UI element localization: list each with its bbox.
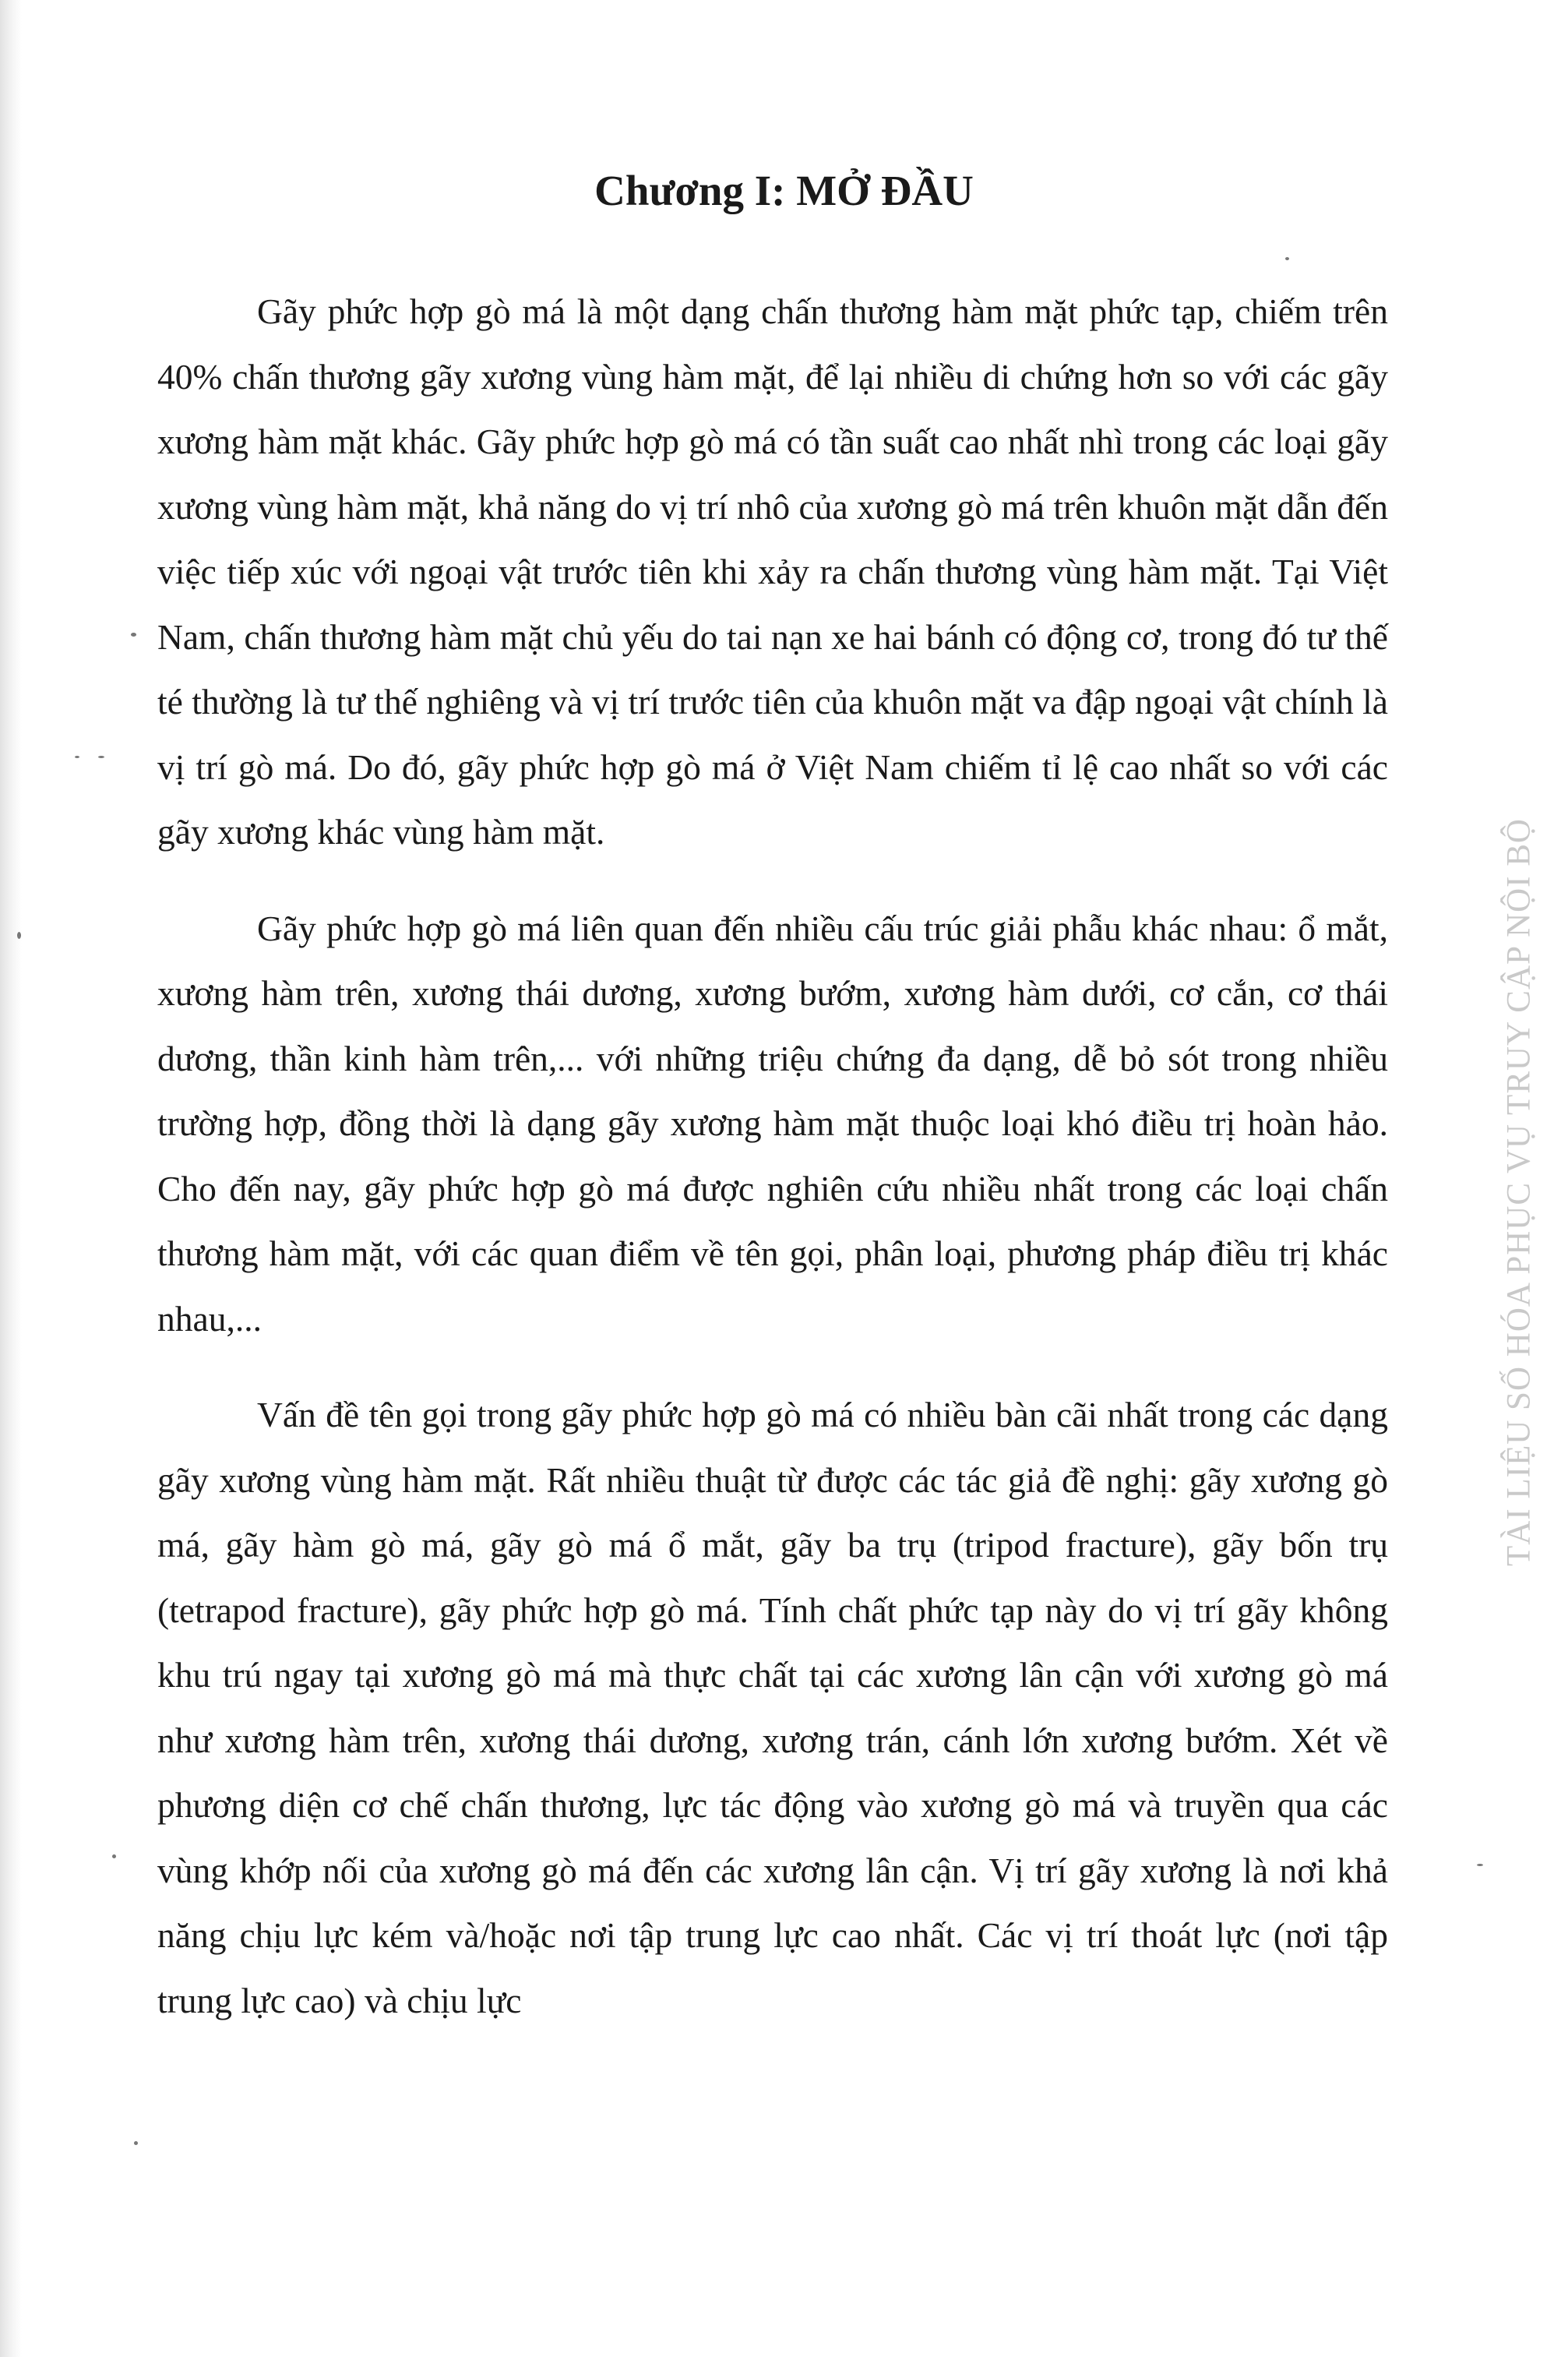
paragraph-3: Vấn đề tên gọi trong gãy phức hợp gò má có nhiều bàn cãi nhất trong các dạng gãy xương vùng hàm mặt. Rất nhiều thuật từ được các tác giả đề nghị: gãy xương gò má, gãy hàm gò má, gãy gò má ổ mắt, gãy ba trụ (tripod fracture), gãy bốn trụ (tetrapod fracture), gãy phức hợp gò má. Tính chất phức tạp này do vị trí gãy không khu trú ngay tại xương gò má mà thực chất tại các xương lân cận với xương gò má như xương hàm trên, xương thái dương, xương trán, cánh lớn xương bướm. Xét về phương diện cơ chế chấn thương, lực tác động vào xương gò má và truyền qua các vùng khớp nối của xương gò má đến các xương lân cận. Vị trí gãy xương là nơi khả năng chịu lực kém và/hoặc nơi tập trung lực cao nhất. Các vị trí thoát lực (nơi tập trung lực cao) và chịu lực bbox=[157, 1395, 1388, 2020]
paragraph-2: Gãy phức hợp gò má liên quan đến nhiều cấu trúc giải phẫu khác nhau: ổ mắt, xương hàm trên, xương thái dương, xương bướm, xương hàm dưới, cơ cắn, cơ thái dương, thần kinh hàm trên,... với những triệu chứng đa dạng, dễ bỏ sót trong nhiều trường hợp, đồng thời là dạng gãy xương hàm mặt thuộc loại khó điều trị hoàn hảo. Cho đến nay, gãy phức hợp gò má được nghiên cứu nhiều nhất trong các loại chấn thương hàm mặt, với các quan điểm về tên gọi, phân loại, phương pháp điều trị khác nhau,... bbox=[157, 908, 1388, 1339]
watermark-vertical: TÀI LIỆU SỐ HÓA PHỤC VỤ TRUY CẬP NỘI BỘ bbox=[1500, 818, 1538, 1566]
body-text bbox=[157, 279, 1388, 2033]
scan-speck bbox=[98, 756, 104, 758]
scan-speck bbox=[131, 633, 136, 637]
scan-speck bbox=[112, 1854, 116, 1858]
scan-speck bbox=[1477, 1864, 1483, 1866]
scan-speck bbox=[134, 2141, 138, 2145]
paragraph-1: Gãy phức hợp gò má là một dạng chấn thương hàm mặt phức tạp, chiếm trên 40% chấn thương gãy xương vùng hàm mặt, để lại nhiều di chứng hơn so với các gãy xương hàm mặt khác. Gãy phức hợp gò má có tần suất cao nhất nhì trong các loại gãy xương vùng hàm mặt, khả năng do vị trí nhô của xương gò má trên khuôn mặt dẫn đến việc tiếp xúc với ngoại vật trước tiên khi xảy ra chấn thương vùng hàm mặt. Tại Việt Nam, chấn thương hàm mặt chủ yếu do tai nạn xe hai bánh có động cơ, trong đó tư thế té thường là tư thế nghiêng và vị trí trước tiên của khuôn mặt va đập ngoại vật chính là vị trí gò má. Do đó, gãy phức hợp gò má ở Việt Nam chiếm tỉ lệ cao nhất so với các gãy xương khác vùng hàm mặt. bbox=[157, 291, 1388, 852]
chapter-title: Chương I: MỞ ĐẦU bbox=[594, 167, 974, 214]
page-edge-shadow bbox=[0, 0, 22, 2357]
scan-speck bbox=[75, 756, 79, 758]
scan-speck bbox=[17, 932, 21, 939]
scan-speck bbox=[1285, 257, 1289, 260]
